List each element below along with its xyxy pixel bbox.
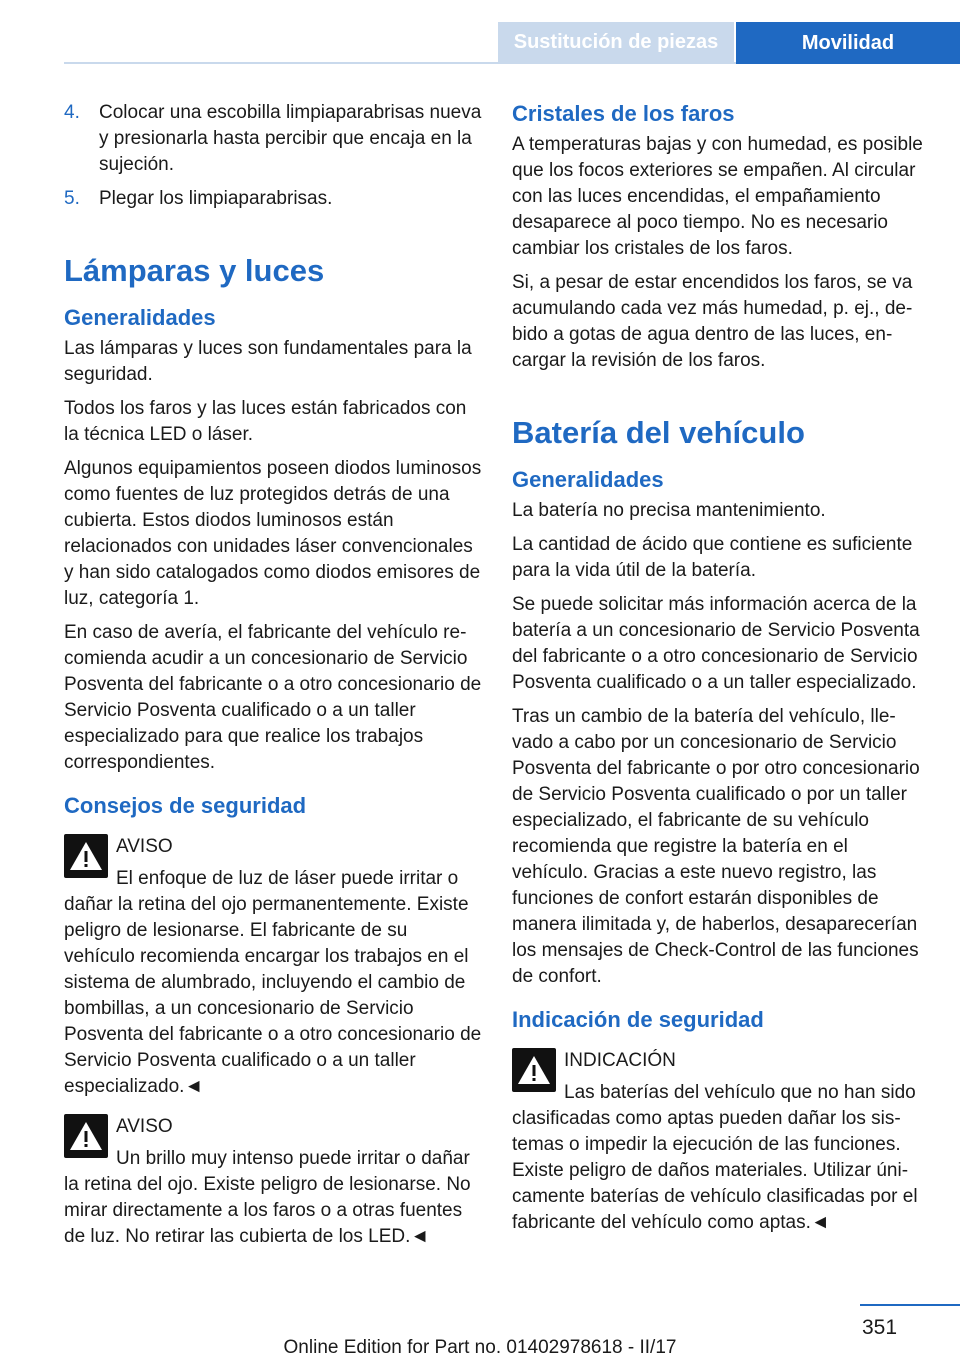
paragraph: Tras un cambio de la batería del vehículo, llevado a cabo por un concesionario de Servicio Posventa del fabricante o por otro concesionario de Servicio Posventa cualificado o por un taller especializado, el fabricante de su vehículo recomienda que registre la batería en el vehículo. Gracias a este nuevo registro, las funciones de confort estarán disponibles de manera ilimitada y, de haberlos, desaparecerían los mensajes de Check-Control de las funciones de confort. (512, 706, 920, 987)
subheading-general: Generalidades (64, 305, 216, 330)
step-number: 5. (64, 188, 80, 209)
section-heading-battery: Batería del vehículo (512, 415, 805, 450)
paragraph: Todos los faros y las luces están fabricados con la técnica LED o láser. (64, 398, 467, 445)
step-5 (64, 186, 482, 212)
paragraph: La cantidad de ácido que contiene es suficiente para la vida útil de la batería. (512, 534, 913, 581)
paragraph: Algunos equipamientos poseen diodos luminosos como fuentes de luz protegidos detrás de una cubierta. Estos diodos luminosos están relacionados con unidades láser convencionales y han sido catalogados como diodos emisores de luz, categoría 1. (64, 458, 482, 609)
subheading-safety-note: Indicación de seguridad (512, 1007, 764, 1032)
paragraph: En caso de avería, el fabricante del vehículo recomienda acudir a un concesionario de Servicio Posventa del fabricante o a otro concesionario de Servicio Posventa cualificado o a un taller especializado para que realice los trabajos correspondientes. (64, 622, 482, 773)
notice-body: Las baterías del vehículo que no han sido clasificadas como aptas pueden dañar los sistemas o impedir la ejecución de las funciones. Existe peligro de daños materiales. Utilizar únicamente baterías de vehículo clasificadas por el fabricante del vehículo como aptas.◄ (512, 1082, 918, 1233)
paragraph: Si, a pesar de estar encendidos los faros, se va acumulando cada vez más humedad, p. ej., debido a gotas de agua dentro de las luces, encargar la revisión de los faros. (512, 272, 913, 371)
warning-triangle-icon (64, 834, 108, 878)
warning-box-laser (64, 834, 482, 1100)
paragraph: A temperaturas bajas y con humedad, es posible que los focos exteriores se empañen. Al circular con las luces encendidas, el empañamiento desaparece al poco tiempo. No es necesario cambiar los cristales de los faros. (512, 134, 923, 259)
warning-box-brightness (64, 1114, 482, 1250)
warning-body: El enfoque de luz de láser puede irritar o dañar la retina del ojo permanentemente. Existe peligro de lesionarse. El fabricante de su vehículo recomienda encargar los trabajos en el sistema de alumbrado, incluyendo el cambio de bombillas, a un concesionario de Servicio Posventa del fabricante o a otro concesionario de Servicio Posventa cualificado o a un taller especializado.◄ (64, 868, 482, 1097)
paragraph: Se puede solicitar más información acerca de la batería a un concesionario de Servicio Posventa del fabricante o a otro concesionario de Servicio Posventa cualificado o a un taller especializado. (512, 594, 920, 693)
header-chapter-tab: Movilidad (736, 22, 960, 64)
edition-footer: Online Edition for Part no. 01402978618 - II/17 (283, 1337, 677, 1358)
step-number: 4. (64, 102, 80, 123)
warning-body: Un brillo muy intenso puede irritar o dañar la retina del ojo. Existe peligro de lesionarse. No mirar directamente a los faros o a otras fuentes de luz. No retirar las cubierta de los LED.◄ (64, 1148, 471, 1247)
step-text: Colocar una escobilla limpiaparabrisas nueva y presionarla hasta percibir que encaja en la sujeción. (99, 102, 482, 175)
footer-rule (860, 1304, 960, 1306)
subheading-safety: Consejos de seguridad (64, 793, 307, 818)
subheading-headlight-glass: Cristales de los faros (512, 101, 735, 126)
page-number: 351 (862, 1316, 898, 1339)
section-heading-lamps: Lámparas y luces (64, 253, 325, 288)
notice-box-battery (512, 1048, 926, 1236)
warning-triangle-icon (512, 1048, 556, 1092)
warning-title: AVISO (116, 1116, 173, 1137)
warning-triangle-icon (64, 1114, 108, 1158)
right-column (512, 100, 926, 1248)
header-section-tab: Sustitución de piezas (498, 22, 734, 62)
paragraph: La batería no precisa mantenimiento. (512, 500, 826, 521)
warning-title: AVISO (116, 836, 173, 857)
subheading-general: Generalidades (512, 467, 664, 492)
step-4 (64, 100, 482, 178)
paragraph: Las lámparas y luces son fundamentales para la seguridad. (64, 338, 472, 385)
left-column (64, 100, 482, 1262)
step-text: Plegar los limpiaparabrisas. (99, 188, 333, 209)
notice-title: INDICACIÓN (564, 1050, 676, 1071)
